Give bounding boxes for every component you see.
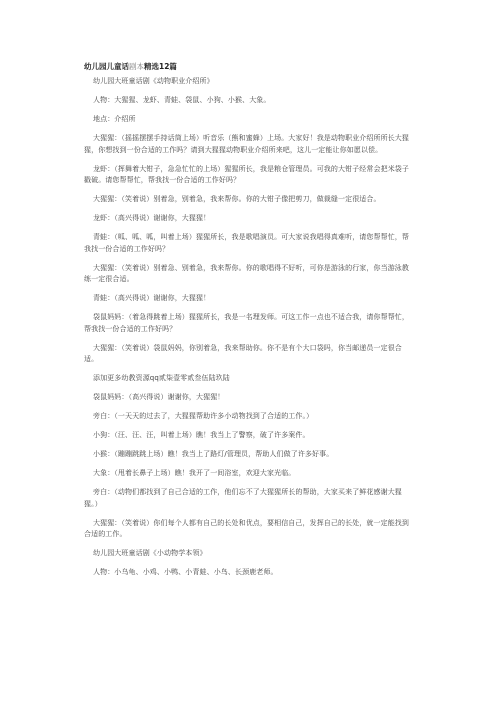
paragraph: 青蛙：（呱、呱、呱，叫着上场）猩猩所长，我是歌唱演员。可大家说我唱得真难听，请您帮帮忙，帮我找一份合适的工作好吗？ (84, 233, 409, 253)
paragraph: 人物：大猩猩、龙虾、青蛙、袋鼠、小狗、小猴、大象。 (93, 96, 271, 104)
paragraph: 袋鼠妈妈：（高兴得说）谢谢你，大猩猩！ (93, 393, 225, 401)
title-part-1: 幼儿园儿童话 (84, 62, 129, 71)
paragraph: 小猴：（蹦蹦跳跳上场）瞧！我当上了路灯/管理员，帮助人们做了许多好事。 (93, 450, 334, 458)
paragraph: 青蛙：（高兴得说）谢谢你，大猩猩！ (93, 294, 211, 302)
paragraph: 幼儿园大班童话剧《小动物学本领》 (93, 549, 207, 557)
document-title (84, 61, 177, 72)
title-part-3: 精选12篇 (144, 62, 177, 71)
paragraph: 地点：介绍所 (93, 115, 136, 123)
paragraph: 小狗：（汪、汪、汪，叫着上场）瞧！我当上了警察，破了许多案件。 (93, 431, 310, 439)
title-part-2: 剧本 (129, 62, 144, 71)
paragraph: 人物：小乌龟、小鸡、小鸭、小青蛙、小鸟、长颈鹿老师。 (93, 568, 278, 576)
paragraph: 大猩猩：（笑着说）你们每个人都有自己的长处和优点，要相信自己，发挥自己的长处，就一定能找到合适的工作。 (84, 518, 409, 538)
paragraph: 大象：（甩着长鼻子上场）瞧！我开了一间浴室，欢迎大家光临。 (93, 469, 296, 477)
paragraph: 旁白：（动物们都找到了自己合适的工作，他们忘不了大猩猩所长的帮助，大家买来了鲜花感谢大猩猩。） (84, 488, 402, 508)
paragraph: 旁白：（一天天的过去了，大猩猩帮助许多小动物找到了合适的工作。） (93, 412, 314, 420)
paragraph: 大猩猩：（笑着说）袋鼠妈妈，你别着急，我来帮助你。你不是有个大口袋吗，你当邮递员一定很合适。 (84, 343, 402, 363)
paragraph: 幼儿园大班童话剧《动物职业介绍所》 (93, 77, 214, 85)
document-body (84, 76, 413, 586)
paragraph: 龙虾：（高兴得说）谢谢你，大猩猩！ (93, 214, 211, 222)
paragraph: 大猩猩：（笑着说）别着急、别着急，我来帮你。你的歌唱得不好听，可你是游泳的行家，你当游泳教练一定很合适。 (84, 263, 409, 283)
paragraph: 袋鼠妈妈：（着急得跳着上场）猩猩所长，我是一名理发师。可这工作一点也不适合我，请你帮帮忙，帮我找一份合适的工作好吗？ (84, 313, 409, 333)
paragraph: 大猩猩：（笑着说）别着急，别着急，我来帮你。你的大钳子像把剪刀，做裁缝一定很适合。 (93, 195, 381, 203)
paragraph: 大猩猩：（摇摇摆摆手持话筒上场）听音乐（熊和蜜蜂）上场。大家好！我是动物职业介绍所所长大猩猩，你想找到一份合适的工作吗？请到大猩猩动物职业介绍所来吧，这儿一定能让你如愿以偿。 (84, 134, 409, 154)
paragraph: 添加更多幼教资源qq贰柒壹零贰叁伍陆玖陆 (93, 374, 230, 382)
paragraph: 龙虾：（挥舞着大钳子，急急忙忙的上场）猩猩所长，我是粮仓管理员。可我的大钳子经常会把米袋子戳破。请您帮帮忙，帮我找一份合适的工作好吗？ (84, 164, 409, 184)
